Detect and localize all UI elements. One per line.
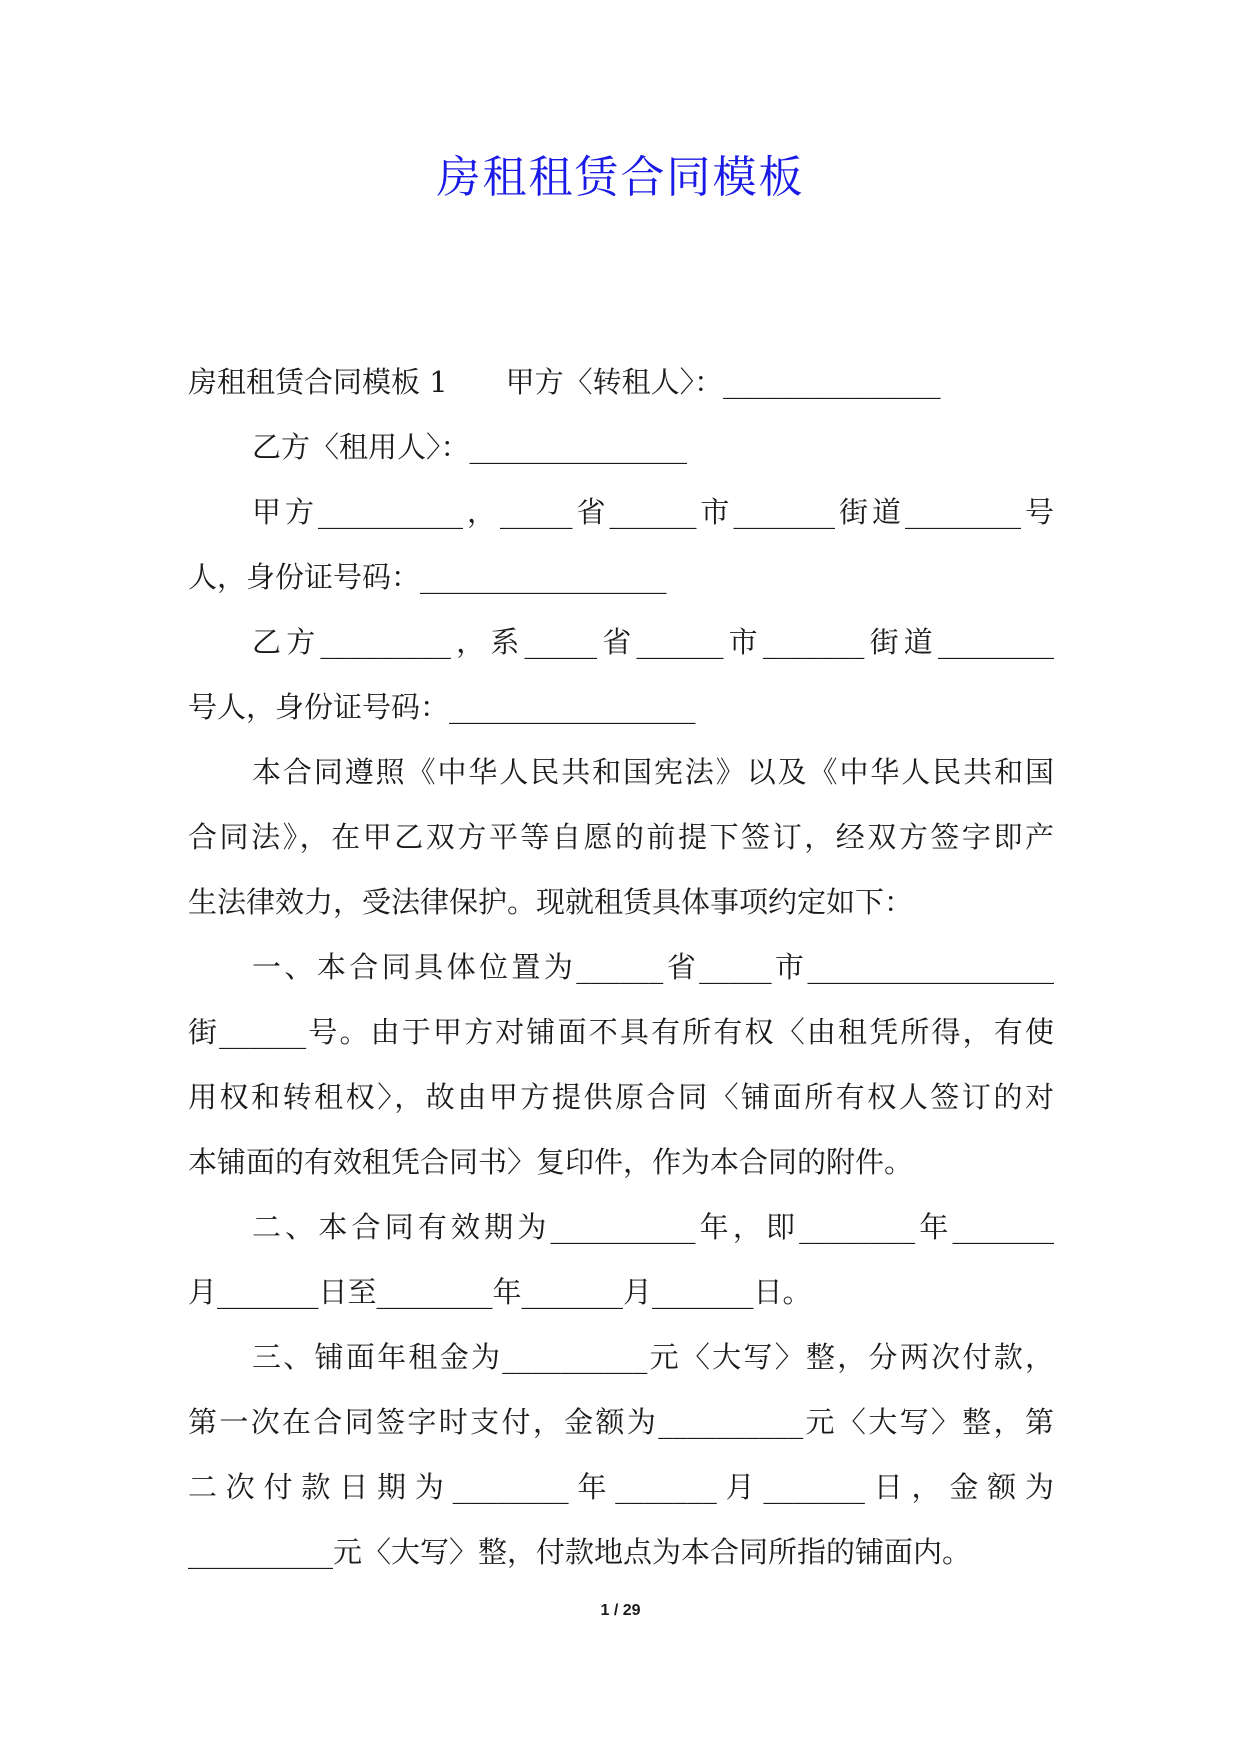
text-line-party-b-id: 号人，身份证号码：_________________: [188, 690, 696, 724]
text-line-clause-1-d: 本铺面的有效租凭合同书〉复印件，作为本合同的附件。: [188, 1145, 914, 1179]
page-number: 1 / 29: [600, 1602, 641, 1619]
text-line-clause-1-a: 一、本合同具体位置为______省_____市_________________: [252, 950, 1054, 984]
text-line-clause-1-b: 街______号。由于甲方对铺面不具有所有权〈由租凭所得，有使: [188, 1015, 1054, 1049]
text-line-clause-3-b: 第一次在合同签字时支付，金额为__________元〈大写〉整，第: [188, 1405, 1054, 1439]
text-line-intro: 房租租赁合同模板 1 甲方〈转租人〉：_______________: [188, 365, 941, 399]
text-line-party-b-address: 乙方_________，系_____省______市_______街道________: [252, 625, 1054, 659]
text-line-clause-3-d: __________元〈大写〉整，付款地点为本合同所指的铺面内。: [188, 1535, 972, 1569]
document-title: 房租租赁合同模板: [436, 152, 805, 203]
text-line-preamble-1: 本合同遵照《中华人民共和国宪法》以及《中华人民共和国: [252, 755, 1054, 789]
text-line-clause-1-c: 用权和转租权〉，故由甲方提供原合同〈铺面所有权人签订的对: [188, 1080, 1054, 1114]
text-line-party-a-id: 人，身份证号码：_________________: [188, 560, 667, 594]
text-line-party-b-label: 乙方〈租用人〉：_______________: [252, 430, 688, 464]
document-body: [188, 350, 1054, 1585]
text-line-clause-3-a: 三、铺面年租金为__________元〈大写〉整，分两次付款，: [252, 1340, 1054, 1374]
text-line-party-a-address: 甲方__________，_____省______市_______街道________号: [252, 495, 1054, 529]
text-line-preamble-2: 合同法》，在甲乙双方平等自愿的前提下签订，经双方签字即产: [188, 820, 1054, 854]
text-line-clause-2-b: 月_______日至________年_______月_______日。: [188, 1275, 812, 1309]
text-line-clause-3-c: 二次付款日期为________年_______月_______日，金额为: [188, 1470, 1054, 1504]
text-line-preamble-3: 生法律效力，受法律保护。现就租赁具体事项约定如下：: [188, 885, 914, 919]
text-line-clause-2-a: 二、本合同有效期为__________年，即________年_______: [252, 1210, 1054, 1244]
